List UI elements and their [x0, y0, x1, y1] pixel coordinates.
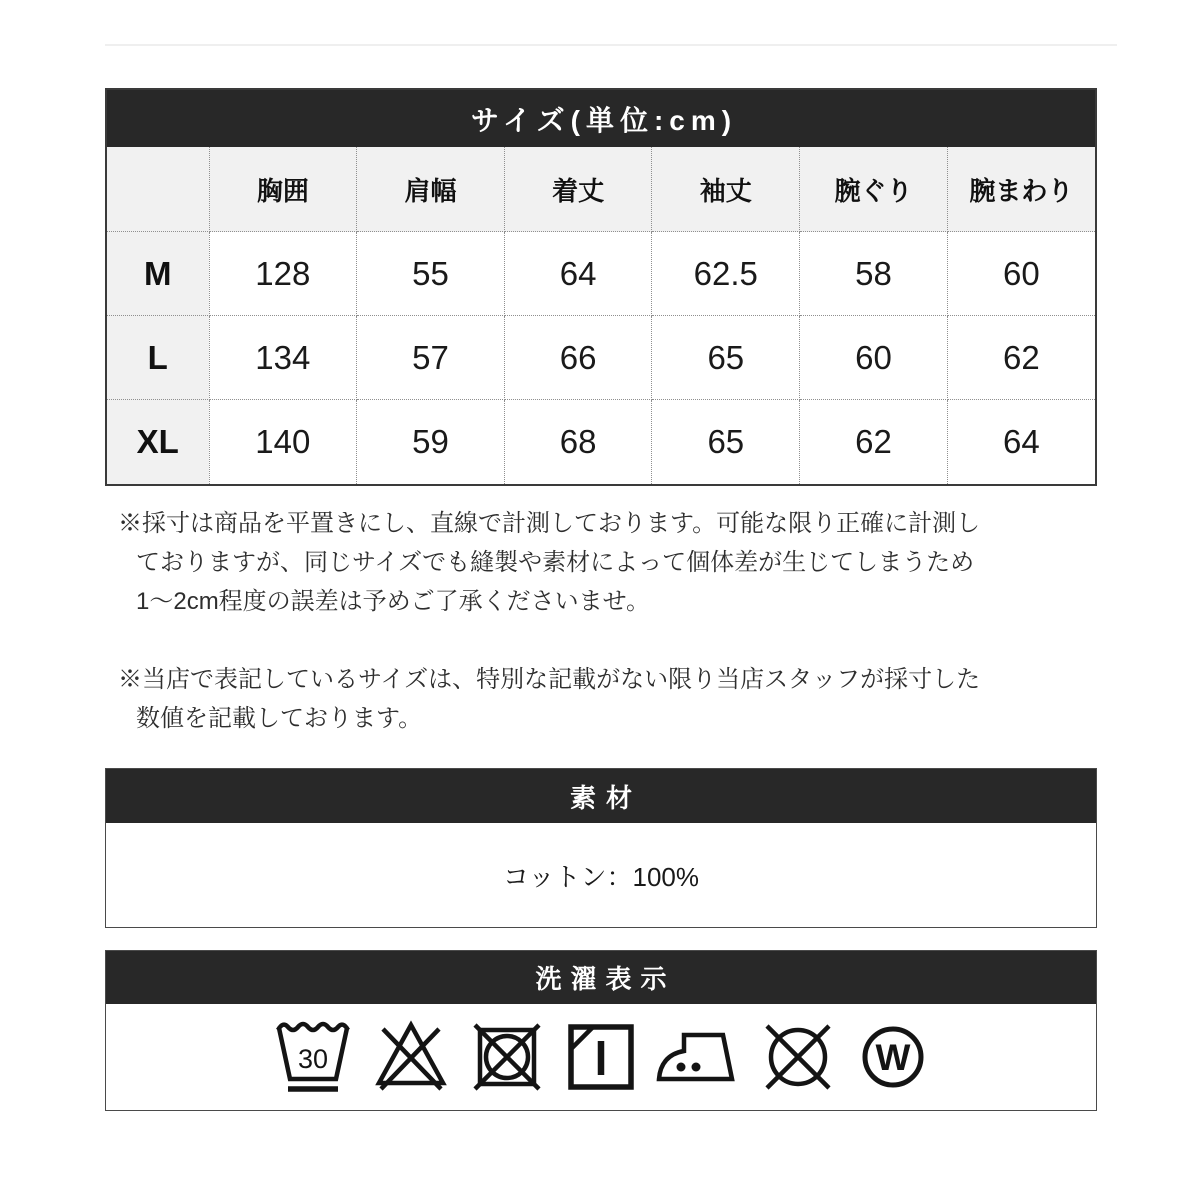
size-table-header-row — [107, 147, 1095, 232]
do-not-tumble-dry-icon — [467, 1015, 547, 1099]
wash-temp-label: 30 — [297, 1044, 329, 1074]
staff-measurement-note — [118, 660, 1098, 738]
cell-value: 65 — [652, 316, 800, 400]
wet-clean-letter: W — [875, 1037, 911, 1078]
top-divider-line — [105, 44, 1117, 46]
size-section-title: サイズ(単位:cm) — [107, 90, 1095, 147]
cell-value: 62.5 — [652, 232, 800, 316]
hang-dry-in-shade-icon — [561, 1015, 639, 1099]
column-header-length: 着丈 — [504, 147, 652, 232]
note-line: 1〜2cm程度の誤差は予めご了承くださいませ。 — [136, 588, 650, 615]
column-header-shoulder: 肩幅 — [357, 147, 505, 232]
cell-value: 140 — [209, 400, 357, 484]
machine-wash-30-icon — [271, 1015, 355, 1099]
laundry-care-section — [105, 950, 1097, 1111]
column-header-chest: 胸囲 — [209, 147, 357, 232]
row-label-l: L — [107, 316, 209, 400]
cell-value: 55 — [357, 232, 505, 316]
size-table — [107, 147, 1095, 484]
material-section-title: 素材 — [106, 769, 1096, 823]
cell-value: 58 — [800, 232, 948, 316]
column-header-arm-circumference: 腕まわり — [947, 147, 1095, 232]
corner-cell — [107, 147, 209, 232]
table-row-size-m — [107, 232, 1095, 316]
table-row-size-l — [107, 316, 1095, 400]
do-not-dry-clean-icon — [755, 1015, 841, 1099]
material-section — [105, 768, 1097, 928]
wet-clean-icon — [855, 1015, 931, 1099]
care-section-title: 洗濯表示 — [106, 951, 1096, 1004]
care-symbols-row — [106, 1004, 1096, 1110]
cell-value: 134 — [209, 316, 357, 400]
cell-value: 64 — [947, 400, 1095, 484]
iron-medium-icon — [653, 1015, 741, 1099]
cell-value: 60 — [800, 316, 948, 400]
row-label-xl: XL — [107, 400, 209, 484]
cell-value: 65 — [652, 400, 800, 484]
note-line: ※採寸は商品を平置きにし、直線で計測しております。可能な限り正確に計測し — [118, 510, 981, 537]
cell-value: 60 — [947, 232, 1095, 316]
note-line: ※当店で表記しているサイズは、特別な記載がない限り当店スタッフが採寸した — [118, 666, 981, 693]
cell-value: 68 — [504, 400, 652, 484]
column-header-sleeve: 袖丈 — [652, 147, 800, 232]
table-row-size-xl — [107, 400, 1095, 484]
cell-value: 66 — [504, 316, 652, 400]
cell-value: 64 — [504, 232, 652, 316]
material-content: コットン：100% — [503, 861, 699, 892]
note-line: ておりますが、同じサイズでも縫製や素材によって個体差が生じてしまうため — [136, 549, 975, 576]
cell-value: 128 — [209, 232, 357, 316]
cell-value: 62 — [800, 400, 948, 484]
note-line: 数値を記載しております。 — [136, 705, 423, 732]
measurement-note — [118, 504, 1098, 621]
column-header-armhole: 腕ぐり — [800, 147, 948, 232]
cell-value: 59 — [357, 400, 505, 484]
do-not-bleach-icon — [369, 1015, 453, 1099]
row-label-m: M — [107, 232, 209, 316]
cell-value: 57 — [357, 316, 505, 400]
size-chart-section — [105, 88, 1097, 486]
cell-value: 62 — [947, 316, 1095, 400]
